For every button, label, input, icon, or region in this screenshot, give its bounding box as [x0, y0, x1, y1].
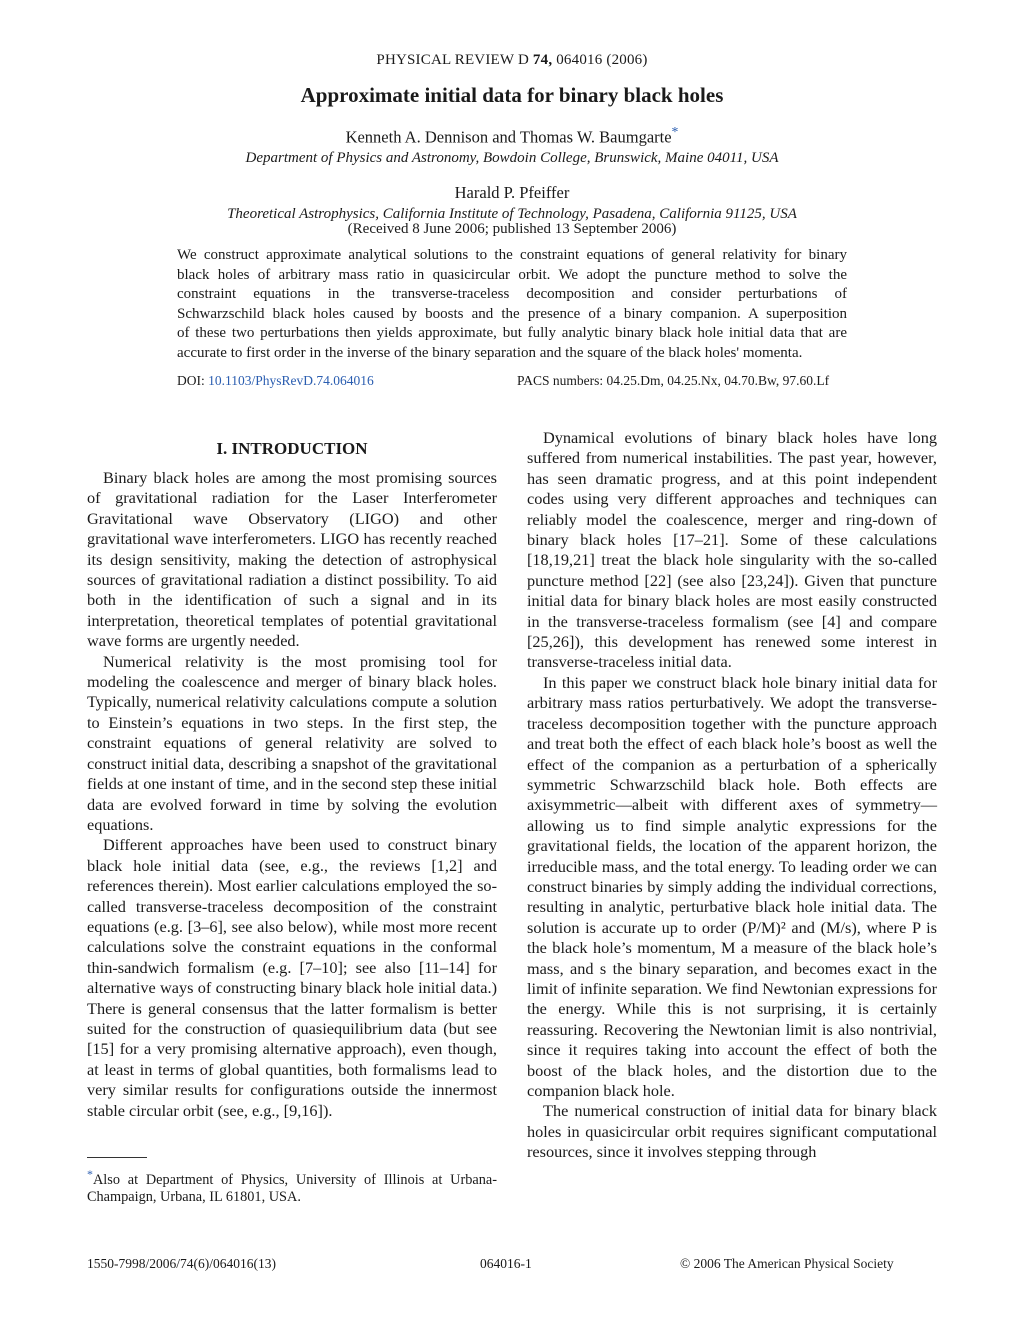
journal-header: PHYSICAL REVIEW D 74, 064016 (2006) — [376, 52, 648, 68]
abstract-line: constraint equations in the transverse-traceless decomposition and consider perturbations of — [177, 286, 847, 303]
footnote: *Also at Department of Physics, University of Illinois at Urbana-Champaign, Urbana, IL 61801, USA. — [87, 1167, 497, 1206]
pacs-numbers: PACS numbers: 04.25.Dm, 04.25.Nx, 04.70.Bw, 97.60.Lf — [517, 373, 830, 388]
affiliation-1: Department of Physics and Astronomy, Bowdoin College, Brunswick, Maine 04011, USA — [245, 150, 779, 166]
author-line-1: Kenneth A. Dennison and Thomas W. Baumgarte* — [345, 124, 679, 147]
section-heading: I. INTRODUCTION — [216, 439, 368, 458]
paragraph: Different approaches have been used to construct binary black hole initial data (see, e.g., the reviews [1,2] and references therein). Most earlier calculations employed the so-called transverse-traceless decomposition of the constraint equations (e.g. [3–6], see also below), while most more recent calculations solve the constraint equations in the conformal thin-sandwich formalism (e.g. [7–10]; see also [11–14] for alternative ways of constructing binary black hole initial data.) There is general consensus that the latter formalism is better suited for the construction of quasiequilibrium data (but see [15] for a very promising alternative approach), even though, at least in terms of global quantities, both formalisms lead to very similar results for configurations outside the innermost stable circular orbit (see, e.g., [9,16]). — [87, 835, 497, 1120]
left-column — [87, 468, 497, 1121]
abstract-line: Schwarzschild black holes caused by boosts and the presence of a binary companion. A superposition — [177, 305, 847, 322]
footer-issn: 1550-7998/2006/74(6)/064016(13) — [87, 1256, 276, 1271]
paragraph: Numerical relativity is the most promising tool for modeling the coalescence and merger of binary black holes. Typically, numerical relativity calculations compute a solution to Einstein’s equations in two steps. In the first step, the constraint equations of general relativity are solved to construct initial data, describing a snapshot of the gravitational fields at one instant of time, and in the second step these initial data are evolved forward in time by solving the evolution equations. — [87, 651, 497, 834]
received-dates: (Received 8 June 2006; published 13 September 2006) — [347, 221, 677, 237]
abstract-line: black holes of arbitrary mass ratio in quasicircular orbit. We adopt the puncture method to solve the — [177, 266, 847, 283]
right-column — [527, 428, 937, 1163]
paragraph: Binary black holes are among the most promising sources of gravitational radiation for the Laser Interferometer Gravitational wave Observatory (LIGO) and other gravitational wave interferometers. LIGO has recently reached its design sensitivity, making the detection of astrophysical sources of gravitational radiation a distinct possibility. To aid both in the identification of such a signal and in its interpretation, theoretical templates of potential gravitational wave forms are urgently needed. — [87, 468, 497, 651]
abstract — [177, 246, 847, 364]
footer-page-number: 064016-1 — [480, 1256, 532, 1271]
affiliation-2: Theoretical Astrophysics, California Institute of Technology, Pasadena, California 91125, USA — [227, 206, 797, 222]
abstract-line: We construct approximate analytical solutions to the constraint equations of general relativity for binary — [177, 247, 847, 263]
footnote-marker[interactable]: * — [87, 1167, 93, 1181]
author-footnote-marker[interactable]: * — [671, 124, 679, 139]
doi-link[interactable]: 10.1103/PhysRevD.74.064016 — [208, 373, 374, 388]
author-line-2: Harald P. Pfeiffer — [454, 183, 570, 202]
abstract-line: accurate to first order in the inverse of the binary separation and the square of the black holes' momenta. — [177, 344, 803, 361]
footer-copyright: © 2006 The American Physical Society — [680, 1256, 894, 1271]
paragraph: Dynamical evolutions of binary black holes have long suffered from numerical instabilities. The past year, however, has seen dramatic progress, and at this point independent codes using very different approaches and techniques can reliably model the coalescence, merger and ring-down of binary black holes [17–21]. Some of these calculations [18,19,21] treat the black hole singularity with the so-called puncture method [22] (see also [23,24]). Given that puncture initial data for binary black holes are most easily constructed in the transverse-traceless formalism (see [4] and compare [25,26]), this development has renewed some interest in transverse-traceless initial data. — [527, 428, 937, 672]
paper-title: Approximate initial data for binary black holes — [300, 83, 724, 107]
footnote-rule — [87, 1157, 147, 1158]
paragraph: The numerical construction of initial data for binary black holes in quasicircular orbit requires significant computational resources, since it involves stepping through — [527, 1101, 937, 1162]
doi-line: DOI: 10.1103/PhysRevD.74.064016 — [177, 373, 374, 388]
paragraph: In this paper we construct black hole binary initial data for arbitrary mass ratios perturbatively. We adopt the transverse-traceless decomposition together with the puncture approach and treat both the effect of each black hole’s boost as well the effect of the companion as a perturbation of a spherically symmetric Schwarzschild black hole. Both effects are axisymmetric—albeit with different axes of symmetry—allowing us to find simple analytic expressions for the gravitational fields, the location of the apparent horizon, the irreducible mass, and the total energy. To leading order we can construct binaries by simply adding the individual corrections, resulting in analytic, perturbative black hole initial data. The solution is accurate up to order (P/M)² and (M/s), where P is the black hole’s momentum, M a measure of the black hole’s mass, and s the binary separation, and becomes exact in the limit of infinite separation. We find Newtonian expressions for the energy. While this is not surprising, it is certainly reassuring. Recovering the Newtonian limit is also nontrivial, since it requires taking into account the effect of both the boost of the black holes, and the distortion due to the companion black hole. — [527, 672, 937, 1100]
abstract-line: of these two perturbations then yields approximate, but fully analytic binary black hole initial data that are — [177, 325, 847, 342]
